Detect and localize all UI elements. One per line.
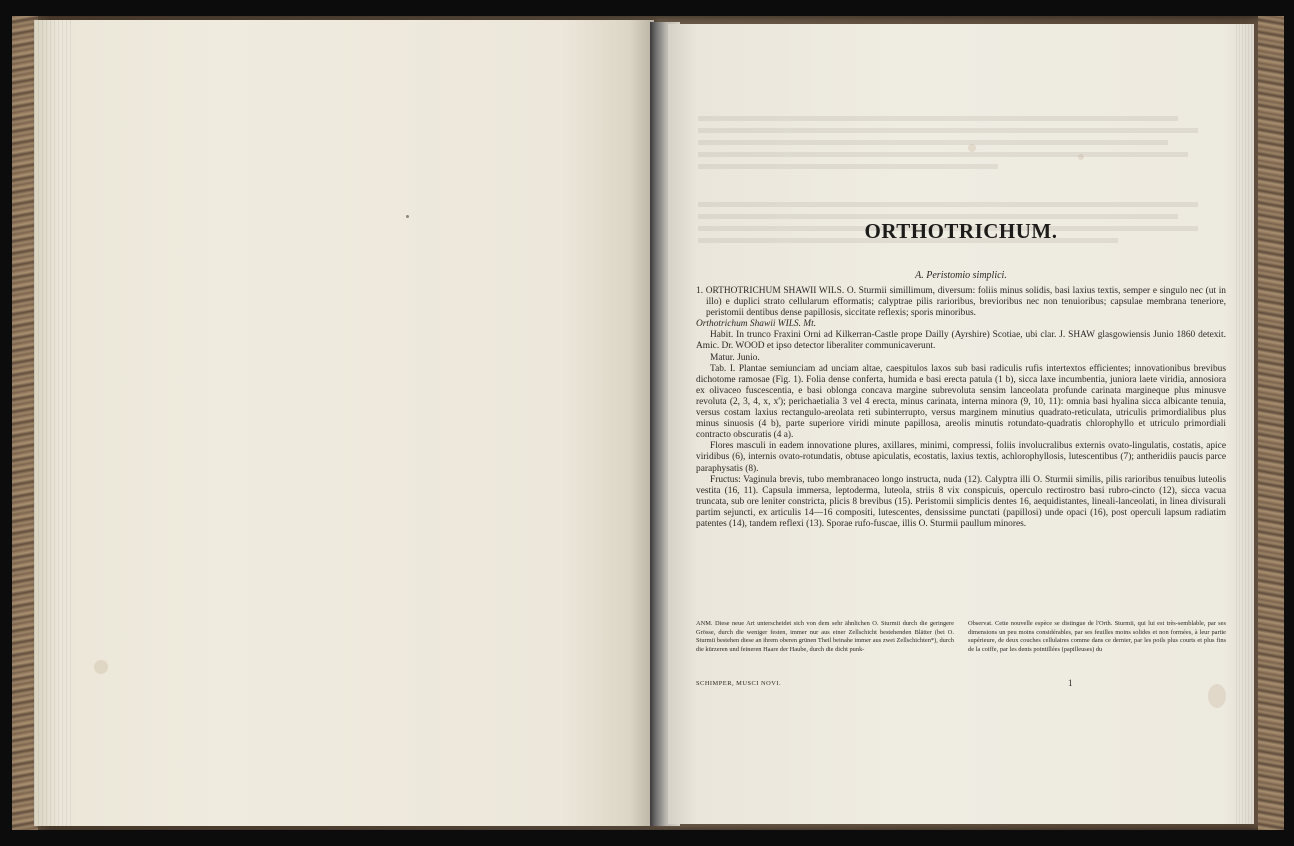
flowers-paragraph: Flores masculi in eadem innovatione plures, axillares, minimi, compressi, foliis involucralibus externis ovato-lingulatis, costatis, apice viridibus (6), internis ovato-rotundatis, obtuse apiculatis, ecostatis, laxius textis, achlorophyllosis, lutescentibus (7); antheridiis paucis parce paraphysatis (8). xyxy=(696,441,1226,474)
left-page-edges xyxy=(34,20,74,826)
species-description xyxy=(696,286,1226,530)
show-through xyxy=(698,140,1168,145)
maturity-line: Matur. Junio. xyxy=(710,352,760,363)
show-through xyxy=(698,128,1198,133)
note-german: ANM. Diese neue Art unterscheidet sich von dem sehr ähnlichen O. Sturmii durch die geringere Grösse, durch die weniger festen, immer nur aus einer Zellschicht bestehenden Blätter (bei O. Sturmii bestehen diese an ihrem oberen grünen Theil beinahe immer aus zwei Zellschichten*), durch die kürzeren und feineren Haare der Haube, durch die dicht punk- xyxy=(696,620,954,653)
species-diagnosis: 1. ORTHOTRICHUM SHAWII WILS. O. Sturmii simillimum, diversum: foliis minus solidis, basi laxius textis, semper e singulo nec (ut in illo) e duplici strato cellularum efformatis; calyptrae pilis rarioribus, brevioribus nec non tenuioribus; capsulae membrana teneriore, peristomii dentibus dense papillosis, siccitate reflexis; sporis minoribus. xyxy=(696,286,1226,319)
left-blank-page xyxy=(34,20,654,826)
paper-stain xyxy=(94,660,108,674)
page-number: 1 xyxy=(1068,678,1073,688)
note-french: Observat. Cette nouvelle espèce se distingue de l'Orth. Sturmii, qui lui est très-semblable, par ses dimensions un peu moins considérables, par ses feuilles moins solides et non formées, à leur partie supérieure, de deux couches cellulaires comme dans ce dernier, par les poils plus courts et plus fins de la coiffe, par les dents pointillées (papilleuses) du xyxy=(968,620,1226,653)
paper-speck xyxy=(406,215,409,218)
footnotes xyxy=(696,620,1226,654)
show-through xyxy=(698,152,1188,157)
page-title: ORTHOTRICHUM. xyxy=(864,219,1058,243)
show-through xyxy=(698,116,1178,121)
show-through xyxy=(698,202,1198,207)
plants-paragraph: Tab. I. Plantae semiunciam ad unciam altae, caespitulos laxos sub basi radiculis rufis intertextos efficientes; innovationibus brevibus dichotome ramosae (Fig. 1). Folia dense conferta, humida e basi erecta patula (1 b), sicca laxe incumbentia, juniora laete viridia, annosiora ex olivaceo fuscescentia, e basi oblonga concava margine subrevoluta sensim lanceolata profunde carinata margineque plus minusve revoluta (2, 3, 4, x, x'); perichaetialia 3 vel 4 erecta, minus carinata, interna minora (9, 10, 11): omnia basi hyalina sicca albicante tenuia, versus costam laxius rectangulo-areolata reti subinterrupto, versus marginem minutius quadrato-reticulata, utriculis primordialibus plus minus sinuosis (4 b), parte superiore viridi minute papillosa, areolis minutis rotundato-quadratis chlorophyllo et utriculo primordiali contracto obscuratis (4 a). xyxy=(696,363,1226,441)
paper-stain xyxy=(1208,684,1226,708)
show-through xyxy=(698,164,998,169)
signature-mark: SCHIMPER, MUSCI NOVI. xyxy=(696,680,782,687)
paper-stain xyxy=(968,144,976,152)
marbled-edge-right xyxy=(1258,16,1284,830)
paper-stain xyxy=(1078,154,1084,160)
section-heading: A. Peristomio simplici. xyxy=(915,270,1007,281)
right-text-page xyxy=(668,24,1254,824)
right-page-edges xyxy=(1236,24,1254,824)
habitat-paragraph: Habit. In trunco Fraxini Orni ad Kilkerran-Castle prope Dailly (Ayrshire) Scotiae, ubi clar. J. SHAW glasgowiensis Junio 1860 detexit. Amic. Dr. WOOD et ipso detector liberaliter communicaverunt. xyxy=(696,330,1226,352)
fruit-paragraph: Fructus: Vaginula brevis, tubo membranaceo longo instructa, nuda (12). Calyptra illi O. Sturmii similis, pilis rarioribus tenuibus luteolis vestita (16, 11). Capsula immersa, leptoderma, luteola, striis 8 vix conspicuis, operculo rectirostro basi rubro-cincto (12), sicca vacua truncata, sub ore leniter constricta, plicis 8 brevibus (15). Peristomii simplicis dentes 16, aequidistantes, lineali-lanceolati, in linea divisurali partim sejuncti, ex articulis 14—16 compositi, lutescentes, densissime punctati (papillosi) unde opaci (16), post operculi lapsum radiatim patentes (14), tandem reflexi (13). Sporae rufo-fuscae, illis O. Sturmii paullum minores. xyxy=(696,474,1226,529)
synonym-line: Orthotrichum Shawii WILS. Mt. xyxy=(696,319,817,330)
